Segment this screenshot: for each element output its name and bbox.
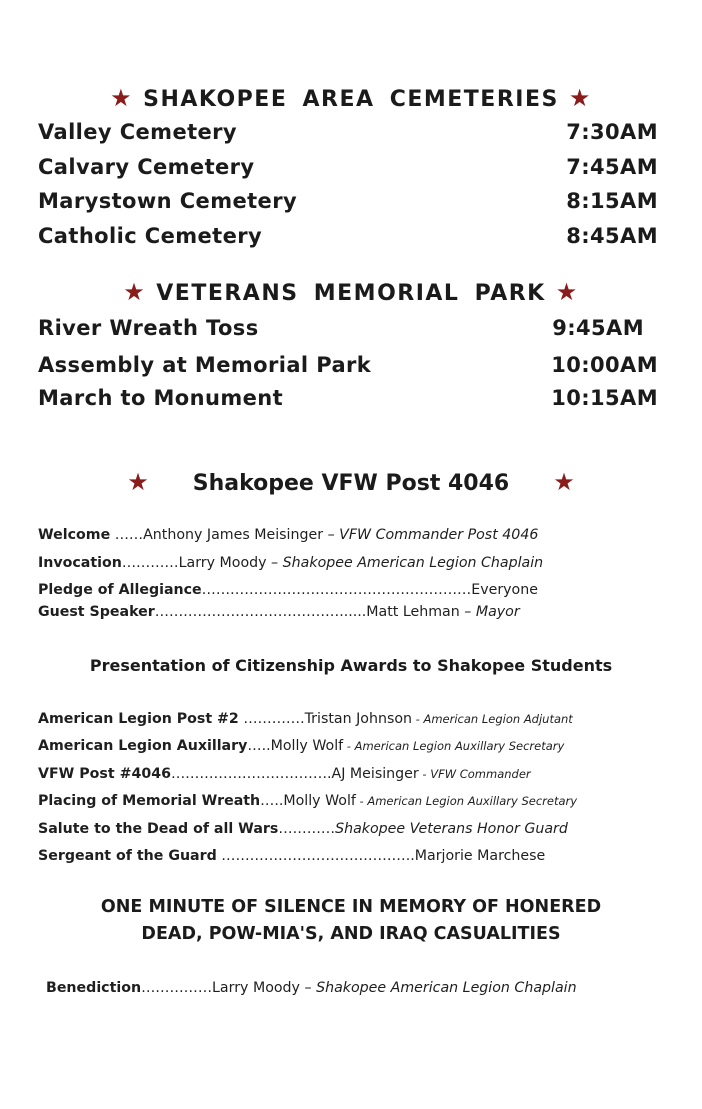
program-role: – VFW Commander Post 4046: [323, 527, 539, 543]
program-label: Invocation: [38, 555, 122, 571]
award-label: American Legion Auxillary: [38, 738, 248, 754]
award-item: [38, 711, 658, 727]
award-label: American Legion Post #2: [38, 711, 239, 727]
leader-dots: …………………………………......: [154, 604, 367, 620]
program-person: Matt Lehman: [366, 604, 460, 620]
silence-notice: [0, 894, 702, 948]
event-time: 10:15AM: [551, 386, 658, 410]
award-item: [38, 766, 658, 782]
star-icon: ★: [553, 468, 575, 496]
leader-dots: …………………………….: [170, 766, 332, 782]
award-person: Marjorie Marchese: [414, 848, 546, 864]
award-person: AJ Meisinger: [331, 766, 419, 782]
award-label: Sergeant of the Guard: [38, 848, 217, 864]
schedule-row: [38, 120, 658, 144]
benediction-item: [46, 980, 666, 996]
program-role: – Shakopee American Legion Chaplain: [266, 555, 544, 571]
benediction-role: – Shakopee American Legion Chaplain: [299, 980, 577, 996]
award-label: Salute to the Dead of all Wars: [38, 821, 279, 837]
leader-dots: ………….: [238, 711, 305, 727]
award-person: Molly Wolf: [283, 793, 356, 809]
award-label: Placing of Memorial Wreath: [38, 793, 261, 809]
program-role: – Mayor: [459, 604, 520, 620]
leader-dots: …………………………………..: [216, 848, 415, 864]
award-item: [38, 848, 658, 864]
event-time: 9:45AM: [552, 316, 644, 340]
award-person: Molly Wolf: [270, 738, 344, 754]
award-person: Tristan Johnson: [304, 711, 413, 727]
program-label: Welcome: [38, 527, 111, 543]
star-icon: ★: [127, 468, 149, 496]
leader-dots: …..: [247, 738, 271, 754]
event-name: Assembly at Memorial Park: [38, 353, 372, 377]
schedule-row: [38, 155, 658, 179]
event-name: Marystown Cemetery: [38, 189, 298, 213]
event-name: March to Monument: [38, 386, 284, 410]
star-icon: ★: [110, 84, 134, 112]
program-item: [38, 555, 638, 571]
leader-dots: …………: [121, 555, 179, 571]
award-role: - American Legion Auxillary Secretary: [355, 794, 578, 808]
award-item: [38, 793, 658, 809]
schedule-row: [38, 316, 644, 340]
park-title: VETERANS MEMORIAL PARK: [156, 281, 546, 306]
event-name: Catholic Cemetery: [38, 224, 263, 248]
star-icon: ★: [568, 84, 592, 112]
event-time: 8:15AM: [566, 189, 658, 213]
park-heading: [0, 278, 702, 306]
leader-dots: ……………: [141, 980, 213, 996]
post-heading: [0, 468, 702, 496]
award-role: - American Legion Auxillary Secretary: [343, 739, 565, 753]
award-role: - VFW Commander: [418, 767, 531, 781]
cemeteries-heading: [0, 84, 702, 112]
schedule-row: [38, 386, 658, 410]
post-title: Shakopee VFW Post 4046: [192, 471, 510, 496]
program-item: [38, 604, 638, 620]
benediction-label: Benediction: [46, 980, 142, 996]
benediction-person: Larry Moody: [212, 980, 300, 996]
leader-dots: …..: [260, 793, 284, 809]
award-person: Shakopee Veterans Honor Guard: [335, 821, 568, 837]
schedule-row: [38, 353, 658, 377]
program-person: Anthony James Meisinger: [143, 527, 324, 543]
award-label: VFW Post #4046: [38, 766, 171, 782]
program-label: Guest Speaker: [38, 604, 155, 620]
program-label: Pledge of Allegiance: [38, 582, 202, 598]
event-time: 8:45AM: [566, 224, 658, 248]
event-name: Calvary Cemetery: [38, 155, 255, 179]
event-time: 7:45AM: [566, 155, 658, 179]
leader-dots: ……: [110, 527, 144, 543]
award-item: [38, 738, 658, 754]
cemeteries-title: SHAKOPEE AREA CEMETERIES: [143, 87, 559, 112]
star-icon: ★: [123, 278, 147, 306]
schedule-row: [38, 189, 658, 213]
star-icon: ★: [555, 278, 579, 306]
award-role: - American Legion Adjutant: [412, 712, 573, 726]
silence-line-1: ONE MINUTE OF SILENCE IN MEMORY OF HONERED: [100, 897, 602, 917]
program-item: [38, 582, 638, 598]
leader-dots: …………………………………………………: [201, 582, 472, 598]
event-time: 10:00AM: [551, 353, 658, 377]
program-person: Larry Moody: [178, 555, 267, 571]
silence-line-2: DEAD, POW-MIA'S, AND IRAQ CASUALITIES: [141, 924, 561, 944]
program-person: Everyone: [471, 582, 538, 598]
event-name: River Wreath Toss: [38, 316, 259, 340]
program-item: [38, 527, 638, 543]
event-time: 7:30AM: [566, 120, 658, 144]
awards-title: Presentation of Citizenship Awards to Shakopee Students: [89, 656, 613, 675]
schedule-row: [38, 224, 658, 248]
event-name: Valley Cemetery: [38, 120, 238, 144]
award-item: [38, 821, 658, 837]
leader-dots: …………: [278, 821, 336, 837]
